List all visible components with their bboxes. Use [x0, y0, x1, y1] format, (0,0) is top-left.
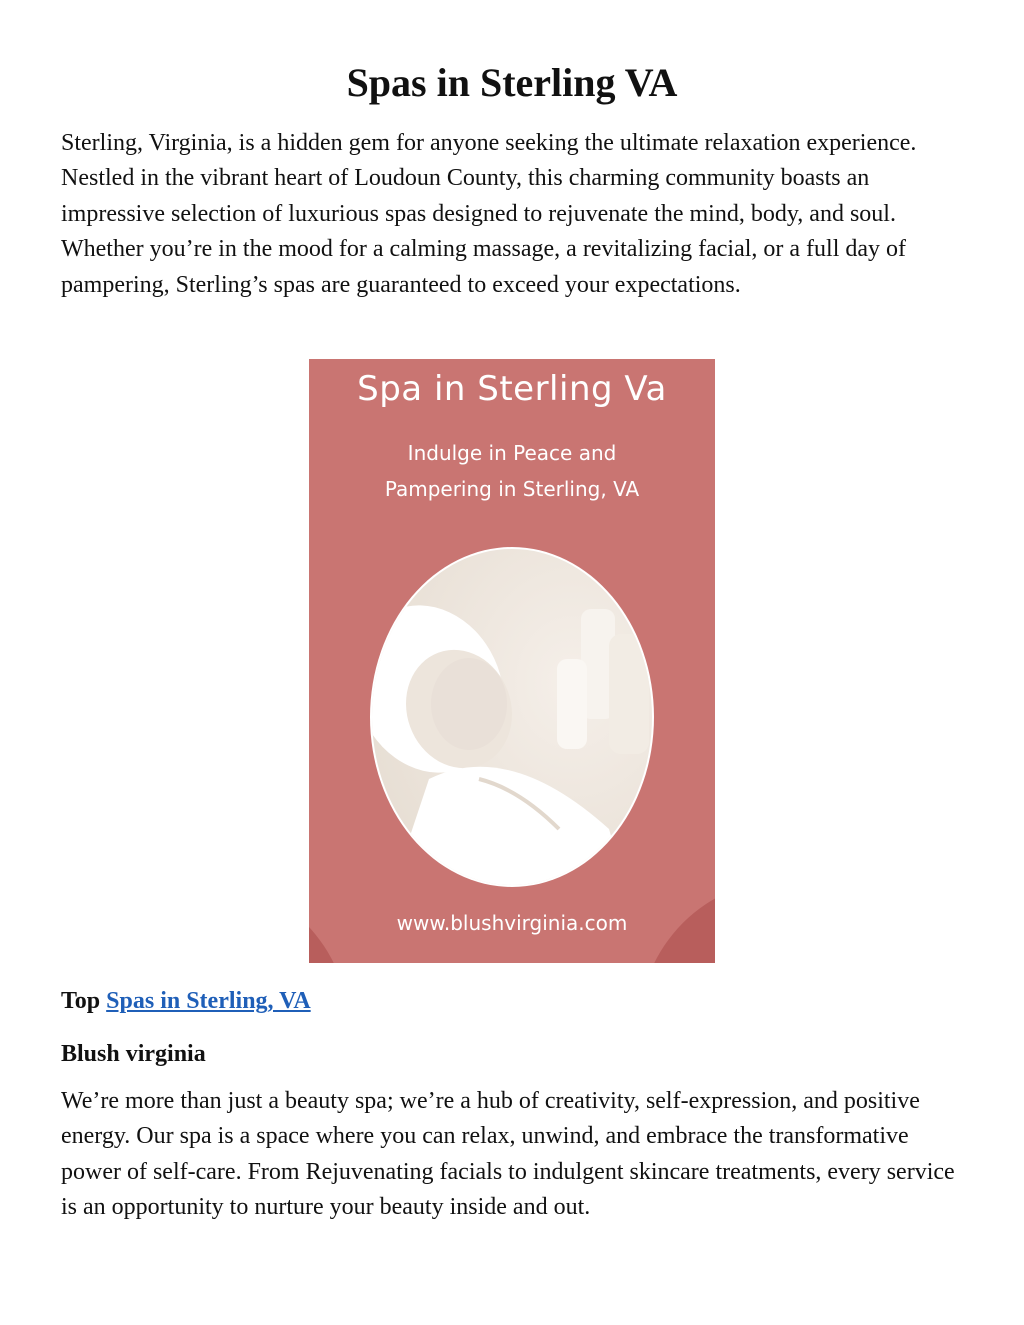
listing-description: We’re more than just a beauty spa; we’re a hub of creativity, self-expression, and positive energy. Our spa is a space where you can relax, unwind, and embrace the transformative power of self-care. From Rejuvenating facials to indulgent skincare treatments, every service is an opportunity to nurture your beauty inside and out.	[61, 1088, 955, 1221]
page-title: Spas in Sterling VA	[346, 60, 678, 105]
intro-paragraph: Sterling, Virginia, is a hidden gem for anyone seeking the ultimate relaxation experience. Nestled in the vibrant heart of Loudoun County, this charming community boasts an impressive selection of luxurious spas designed to rejuvenate the mind, body, and soul. Whether you’re in the mood for a calming massage, a revitalizing facial, or a full day of pampering, Sterling’s spas are guaranteed to exceed your expectations.	[61, 130, 917, 298]
listing-name: Blush virginia	[61, 1041, 206, 1067]
poster-subtitle	[309, 435, 715, 507]
poster-url: www.blushvirginia.com	[396, 911, 628, 935]
section-heading-prefix: Top	[61, 988, 101, 1014]
spa-poster-image	[309, 359, 715, 963]
poster-title: Spa in Sterling Va	[357, 369, 667, 409]
spas-in-sterling-link[interactable]: Spas in Sterling, VA	[106, 988, 311, 1014]
poster-subtitle-line1: Indulge in Peace and	[407, 441, 617, 465]
poster-subtitle-line2: Pampering in Sterling, VA	[384, 477, 640, 501]
section-heading	[61, 985, 311, 1017]
